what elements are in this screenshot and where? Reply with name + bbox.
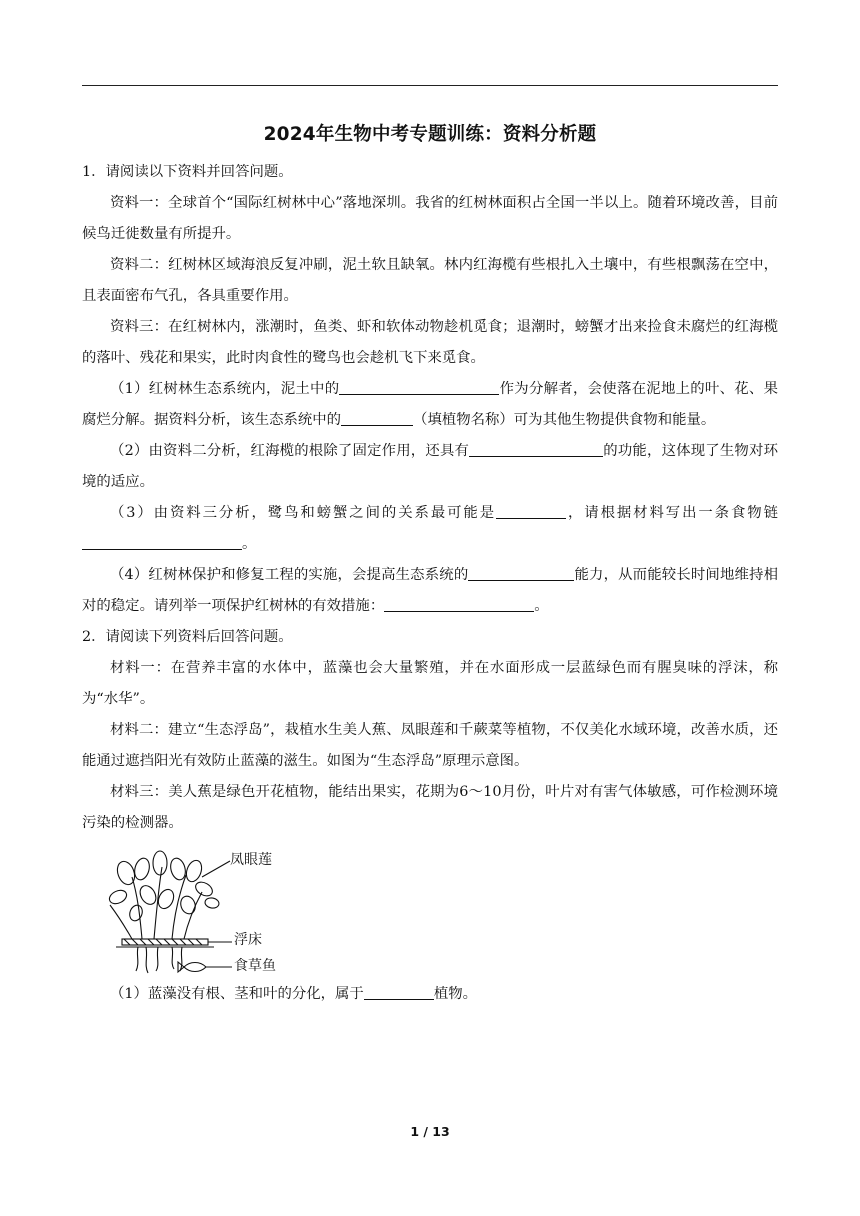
q1-material-2: 资料二：红树林区域海浪反复冲刷，泥土软且缺氧。林内红海榄有些根扎入土壤中，有些根飘荡在空中，且表面密布气孔，各具重要作用。 [82,257,778,304]
q1-s4-text-c: 。 [534,598,549,614]
label-floating-bed: 浮床 [234,932,262,948]
question-1-stem: 1．请阅读以下资料并回答问题。 [82,164,293,180]
q2-material-1: 材料一：在营养丰富的水体中，蓝藻也会大量繁殖，并在水面形成一层蓝绿色而有腥臭味的浮沫，称为“水华”。 [82,660,778,707]
q1-subquestion-4 [82,560,778,622]
q1-material-1: 资料一：全球首个“国际红树林中心”落地深圳。我省的红树林面积占全国一半以上。随着环境改善，目前候鸟迁徙数量有所提升。 [82,195,778,242]
answer-blank[interactable] [468,562,574,581]
q1-subquestion-2 [82,436,778,498]
answer-blank[interactable] [384,593,534,612]
q1-s1-text-a: （1）红树林生态系统内，泥土中的 [110,381,340,397]
q1-s4-text-b: 能力，从而能较长时间地维持相对的稳定。请列举一项保护红树林的有效措施： [82,567,778,614]
floating-island-plant-illustration [102,847,232,977]
answer-blank[interactable] [341,407,413,426]
q1-s1-text-c: （填植物名称）可为其他生物提供食物和能量。 [413,412,716,428]
page-number: 1 / 13 [410,1124,450,1139]
q1-subquestion-1 [82,374,778,436]
answer-blank[interactable] [339,376,499,395]
q1-s1-text-b: 作为分解者，会使落在泥地上的叶、花、果腐烂分解。据资料分析，该生态系统中的 [82,381,778,428]
q1-subquestion-3 [82,498,778,560]
q1-material-3: 资料三：在红树林内，涨潮时，鱼类、虾和软体动物趁机觅食；退潮时，螃蟹才出来捡食未腐烂的红海榄的落叶、残花和果实，此时肉食性的鹭鸟也会趁机飞下来觅食。 [82,319,778,366]
ecological-floating-island-figure [82,847,778,979]
answer-blank[interactable] [82,531,242,550]
q2-s1-text-b: 植物。 [433,986,477,1002]
q1-s3-text-a: （3）由资料三分析，鹭鸟和螃蟹之间的关系最可能是 [110,505,497,521]
q2-s1-text-a: （1）蓝藻没有根、茎和叶的分化，属于 [110,986,364,1002]
q1-s2-text-a: （2）由资料二分析，红海榄的根除了固定作用，还具有 [110,443,470,459]
q1-s2-text-b: 的功能，这体现了生物对环境的适应。 [82,443,778,490]
header-rule [82,85,778,86]
q2-subquestion-1 [82,979,778,1010]
label-water-hyacinth: 凤眼莲 [230,852,272,868]
document-title: 2024年生物中考专题训练：资料分析题 [263,124,597,145]
document-body [82,157,778,1010]
q1-s3-text-c: 。 [242,536,257,552]
q2-material-2: 材料二：建立“生态浮岛”，栽植水生美人蕉、凤眼莲和千蕨菜等植物，不仅美化水域环境，改善水质，还能通过遮挡阳光有效防止蓝藻的滋生。如图为“生态浮岛”原理示意图。 [82,722,778,769]
question-2-stem: 2．请阅读下列资料后回答问题。 [82,629,293,645]
label-herbivorous-fish: 食草鱼 [234,958,276,974]
answer-blank[interactable] [469,438,603,457]
answer-blank[interactable] [496,500,566,519]
answer-blank[interactable] [364,981,434,1000]
q1-s3-text-b: ，请根据材料写出一条食物链 [566,505,778,521]
q1-s4-text-a: （4）红树林保护和修复工程的实施，会提高生态系统的 [110,567,469,583]
q2-material-3: 材料三：美人蕉是绿色开花植物，能结出果实，花期为6～10月份，叶片对有害气体敏感，可作检测环境污染的检测器。 [82,784,778,831]
